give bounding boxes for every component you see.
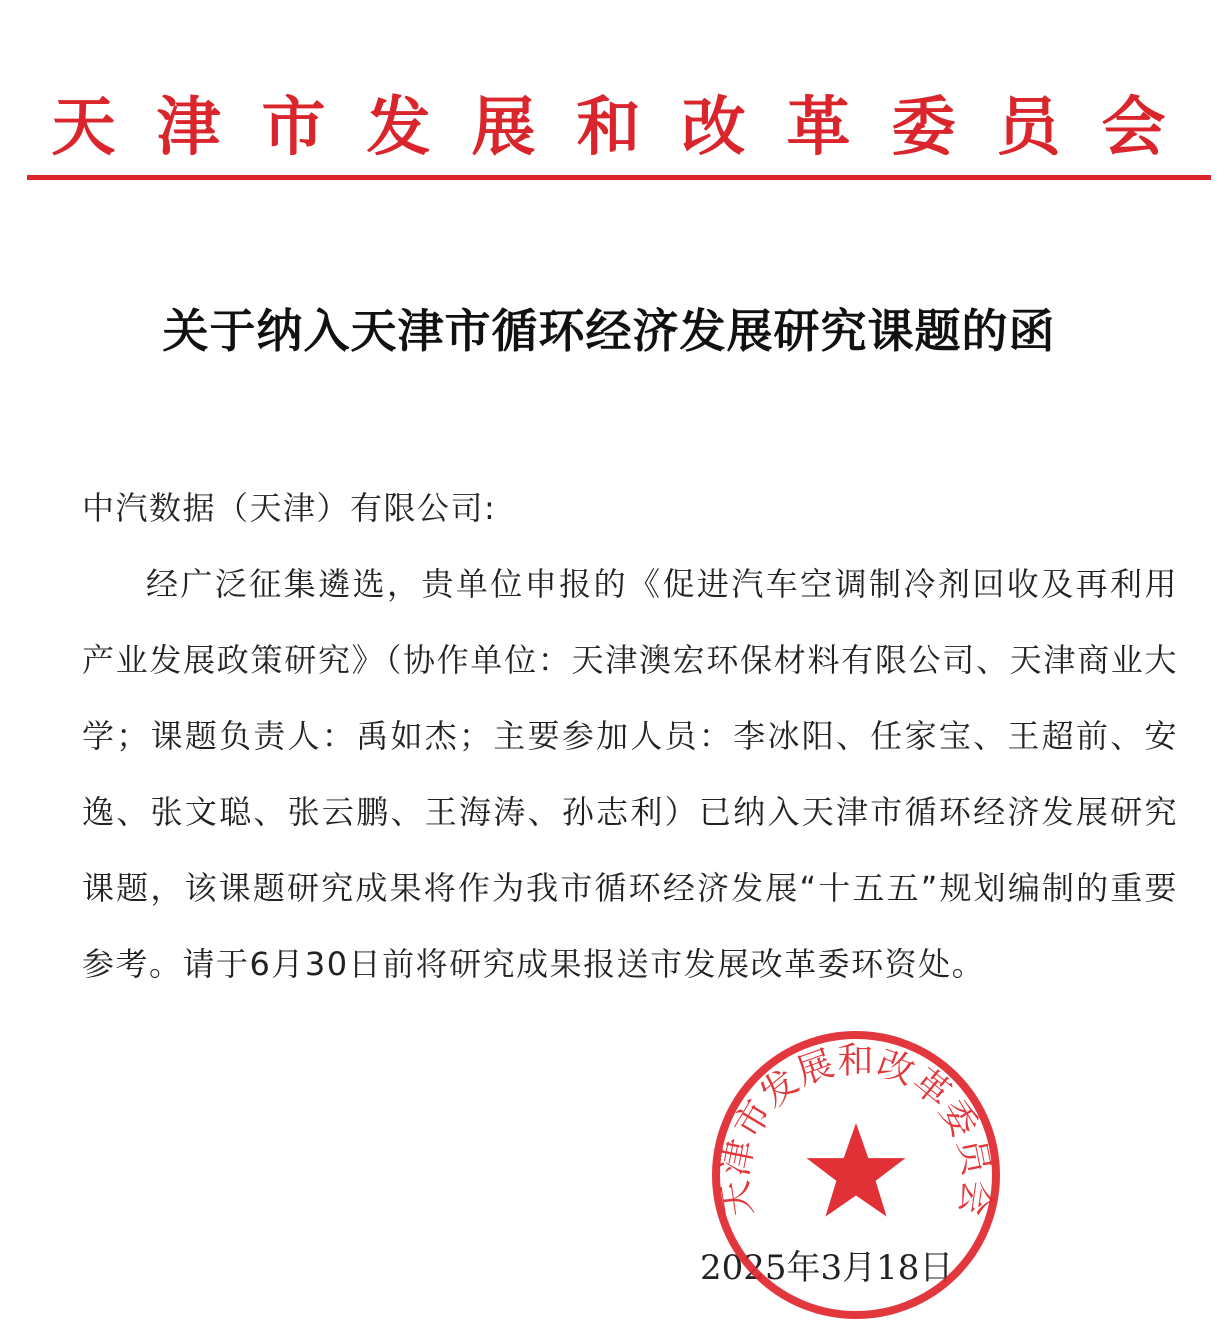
body-paragraph: 经广泛征集遴选，贵单位申报的《促进汽车空调制冷剂回收及再利用产业发展政策研究》（协作单位：天津澳宏环保材料有限公司、天津商业大学；课题负责人：禹如杰；主要参加人员：李冰阳、任家宝、王超前、安逸、张文聪、张云鹏、王海涛、孙志利）已纳入天津市循环经济发展研究课题，该课题研究成果将作为我市循环经济发展“十五五”规划编制的重要参考。请于6月30日前将研究成果报送市发展改革委环资处。 xyxy=(82,565,1178,983)
salutation: 中汽数据（天津）有限公司: xyxy=(82,489,497,527)
official-seal xyxy=(706,1025,1006,1325)
document-body xyxy=(82,470,1178,1002)
letterhead-organization-name: 天津市发展和改革委员会 xyxy=(51,91,1207,165)
document-title: 关于纳入天津市循环经济发展研究课题的函 xyxy=(162,304,1056,358)
seal-star-icon xyxy=(807,1123,906,1217)
seal-text: 天津市发展和改革委员会 xyxy=(714,1040,998,1220)
document-date: 2025年3月18日 xyxy=(700,1248,954,1288)
letterhead-divider xyxy=(27,175,1211,180)
letterhead xyxy=(0,88,1218,168)
